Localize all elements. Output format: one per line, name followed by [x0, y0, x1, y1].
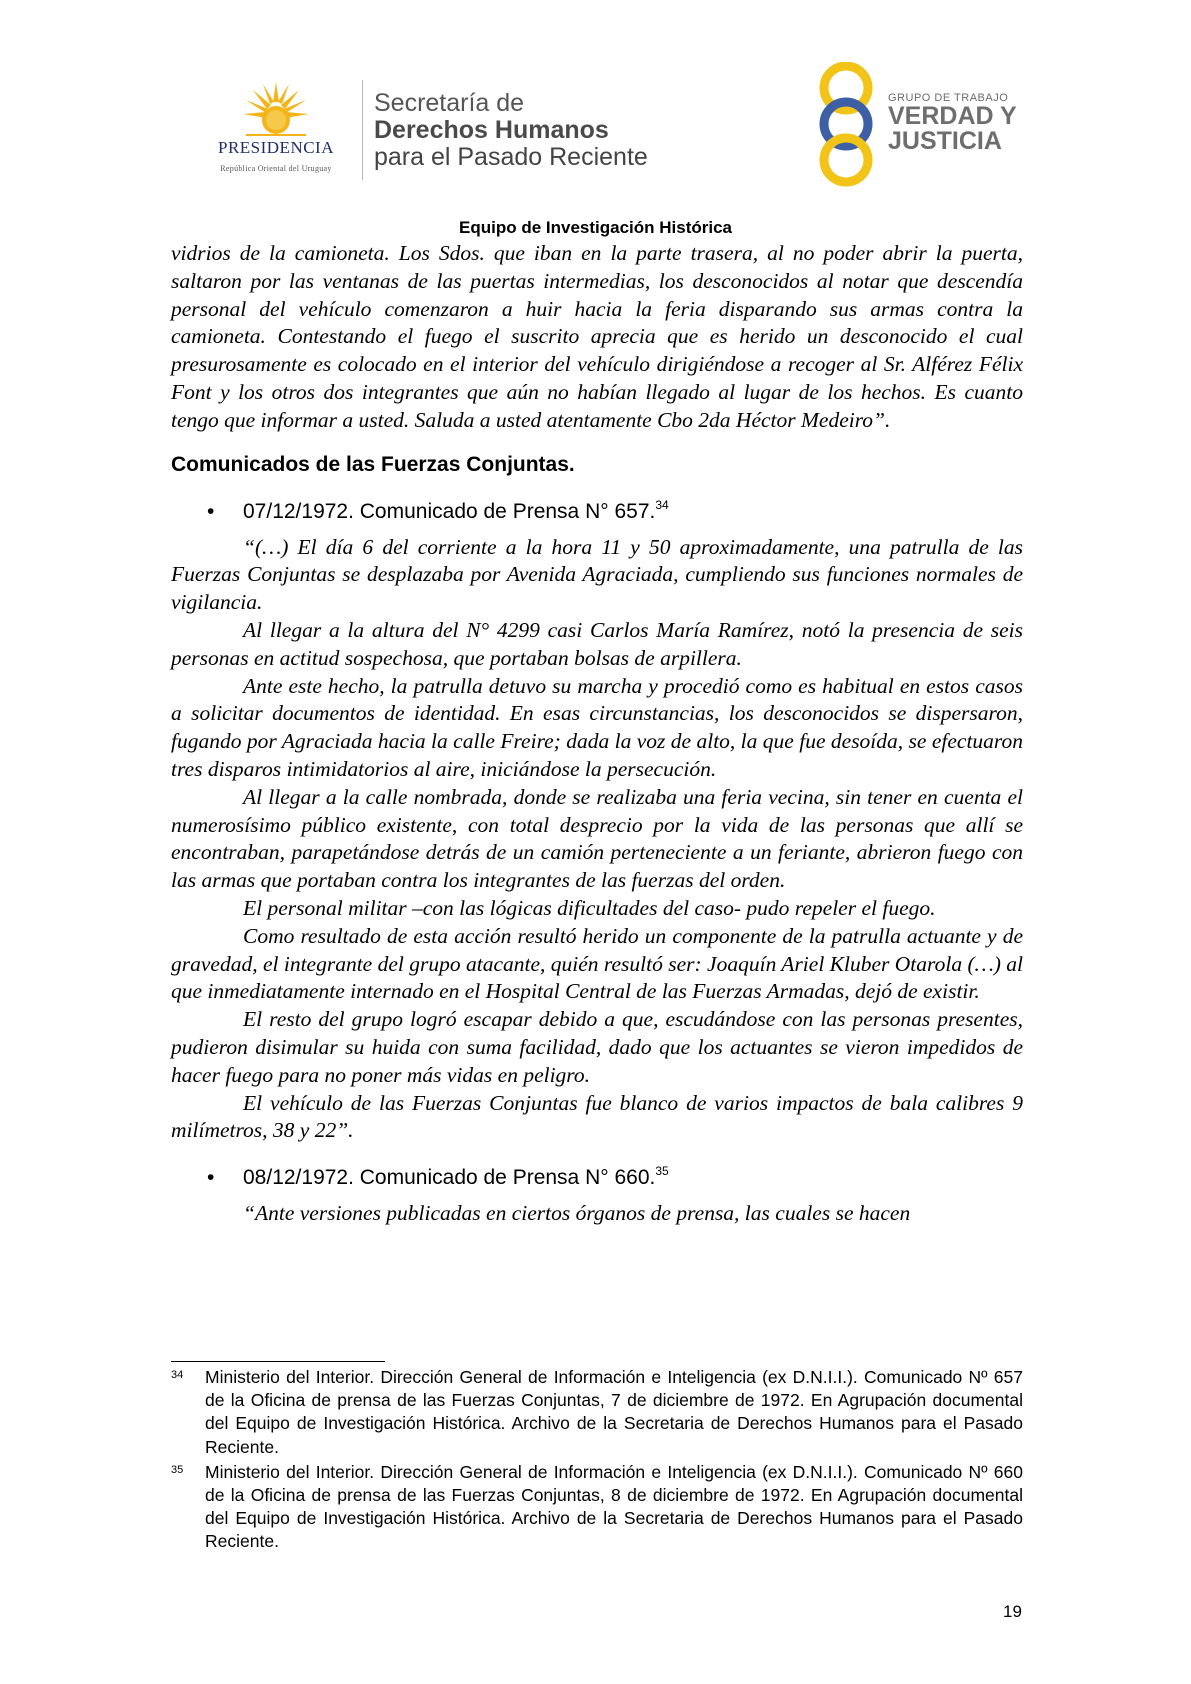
- footnote-item: [171, 1366, 1023, 1459]
- item-label: 08/12/1972. Comunicado de Prensa N° 660.: [243, 1166, 656, 1190]
- quote-paragraph: El resto del grupo logró escapar debido a que, escudándose con las personas presentes, pudieron disimular su huida con suma facilidad, dado que los actuantes se vieron impedidos de hacer fuego para no poner más vidas en peligro.: [171, 1007, 1023, 1087]
- footnote-separator: [171, 1361, 385, 1362]
- header-divider: [362, 80, 363, 180]
- gtvj-line-1: GRUPO DE TRABAJO: [888, 92, 1009, 104]
- footnote-ref[interactable]: 35: [655, 1164, 669, 1179]
- quote-paragraph: Al llegar a la calle nombrada, donde se realizaba una feria vecina, sin tener en cuenta el numerosísimo público existente, con total desprecio por la vida de las personas que allí se encontraban, parapetándose detrás de un camión perteneciente a un feriante, abrieron fuego con las armas que portaban contra los integrantes de las fuerzas del orden.: [171, 784, 1023, 893]
- footnote-text: Ministerio del Interior. Dirección General de Información e Inteligencia (ex D.N.I.I.). Comunicado Nº 657 de la Oficina de prensa de las Fuerzas Conjuntas, 7 de diciembre de 1972. En Agrupación documental del Equipo de Investigación Histórica. Archivo de la Secretaria de Derechos Humanos para el Pasado Reciente.: [205, 1367, 1023, 1457]
- bullet-icon: •: [207, 1166, 215, 1190]
- bullet-icon: •: [207, 499, 215, 523]
- presidencia-logo: [196, 80, 356, 180]
- quote-paragraph: Al llegar a la altura del N° 4299 casi Carlos María Ramírez, notó la presencia de seis personas en actitud sospechosa, que portaban bolsas de arpillera.: [171, 617, 1023, 670]
- team-title: Equipo de Investigación Histórica: [459, 218, 732, 237]
- footnote-item: [171, 1461, 1023, 1554]
- footnote-number: 35: [171, 1463, 184, 1476]
- secretaria-line-1: Secretaría de: [374, 89, 525, 117]
- section-title: Comunicados de las Fuerzas Conjuntas.: [171, 452, 575, 476]
- quote-paragraph: “Ante versiones publicadas en ciertos órganos de prensa, las cuales se hacen: [243, 1201, 911, 1226]
- interlocked-rings-icon: [808, 62, 884, 187]
- quote-paragraph: Ante este hecho, la patrulla detuvo su marcha y procedió como es habitual en estos casos a solicitar documentos de identidad. En esas circunstancias, los desconocidos se dispersaron, fugando por Agraciada hacia la calle Freire; dada la voz de alto, la que fue desoída, se efectuaron tres disparos intimidatorios al aire, iniciándose la persecución.: [171, 673, 1023, 781]
- sun-emblem-icon: [241, 80, 311, 140]
- continuation-paragraph: vidrios de la camioneta. Los Sdos. que iban en la parte trasera, al no poder abrir la puerta, saltaron por las ventanas de las puertas intermedias, los desconocidos al notar que descendía personal del vehículo comenzaron a huir hacia la feria disparando sus armas contra la camioneta. Contestando el fuego el suscrito aprecia que es herido un desconocido el cual presurosamente es colocado en el interior del vehículo dirigiéndose a recoger al Sr. Alférez Félix Font y los otros dos integrantes que aún no habían llegado al lugar de los hechos. Es cuanto tengo que informar a usted. Saluda a usted atentamente Cbo 2da Héctor Medeiro”.: [171, 241, 1023, 432]
- gtvj-line-3: JUSTICIA: [888, 127, 1002, 155]
- secretaria-logo: [374, 90, 648, 171]
- page-body: [171, 240, 1023, 1228]
- list-item-comunicado-660: [207, 1157, 1023, 1192]
- page-header: [0, 0, 1191, 237]
- quote-paragraph: El personal militar –con las lógicas dificultades del caso- pudo repeler el fuego.: [243, 895, 936, 920]
- quote-paragraph: Como resultado de esta acción resultó herido un componente de la patrulla actuante y de gravedad, el integrante del grupo atacante, quién resultó ser: Joaquín Ariel Kluber Otarola (…) al que inmediatamente internado en el Hospital Central de las Fuerzas Armadas, dejó de existir.: [171, 923, 1023, 1004]
- verdad-y-justicia-logo: [808, 62, 1018, 187]
- secretaria-line-3: para el Pasado Reciente: [374, 143, 648, 171]
- quote-paragraph: “(…) El día 6 del corriente a la hora 11 y 50 aproximadamente, una patrulla de las Fuerzas Conjuntas se desplazaba por Avenida Agraciada, cumpliendo sus funciones normales de vigilancia.: [171, 534, 1023, 615]
- footnote-text: Ministerio del Interior. Dirección General de Información e Inteligencia (ex D.N.I.I.). Comunicado Nº 660 de la Oficina de prensa de las Fuerzas Conjuntas, 8 de diciembre de 1972. En Agrupación documental del Equipo de Investigación Histórica. Archivo de la Secretaria de Derechos Humanos para el Pasado Reciente.: [205, 1461, 1023, 1552]
- gtvj-wordmark: [888, 92, 1017, 154]
- secretaria-line-2: Derechos Humanos: [374, 116, 609, 144]
- presidencia-wordmark: PRESIDENCIA: [217, 138, 334, 157]
- footnotes: [171, 1366, 1023, 1556]
- footnote-ref[interactable]: 34: [655, 497, 669, 512]
- presidencia-subtitle: República Oriental del Uruguay: [220, 164, 332, 173]
- footnote-number: 34: [171, 1369, 184, 1381]
- list-item-comunicado-657: [207, 491, 1023, 526]
- gtvj-line-2: VERDAD Y: [888, 102, 1017, 130]
- quote-paragraph: El vehículo de las Fuerzas Conjuntas fue blanco de varios impactos de bala calibres 9 milímetros, 38 y 22”.: [171, 1090, 1023, 1143]
- item-label: 07/12/1972. Comunicado de Prensa N° 657.: [243, 499, 656, 523]
- page-number: 19: [1003, 1602, 1022, 1621]
